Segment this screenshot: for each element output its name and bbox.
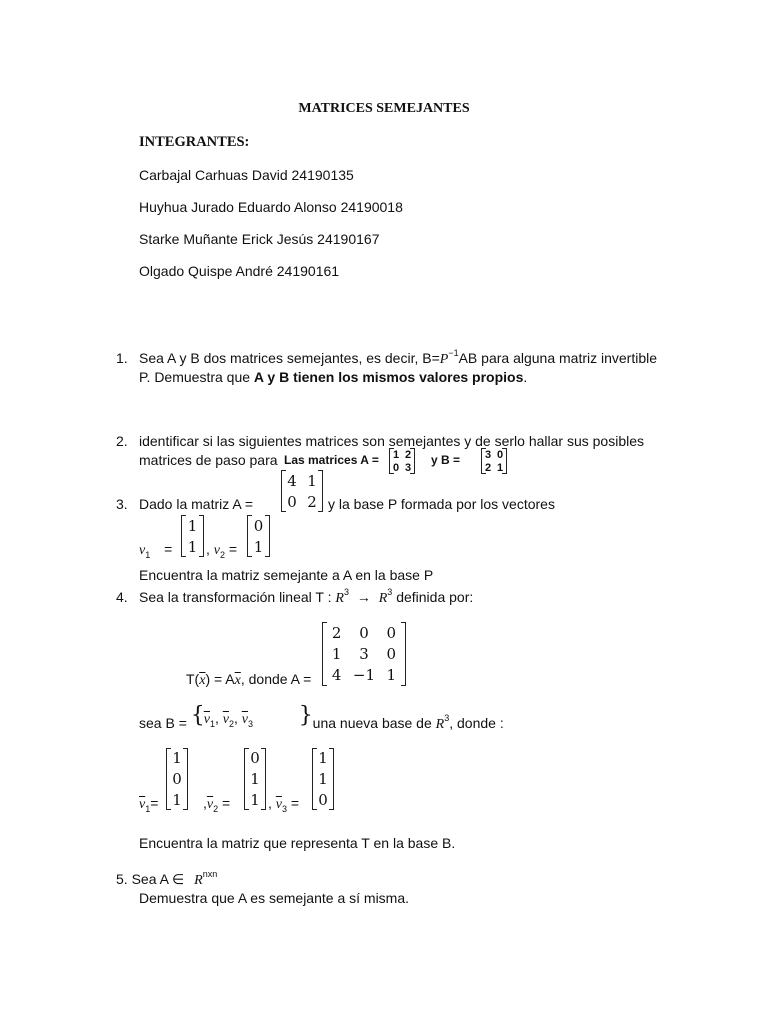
matrix-entry: 0 [392, 461, 400, 474]
q3-line3: Encuentra la matriz semejante a A en la base P [139, 567, 434, 583]
v2-subscript: 2 [220, 550, 226, 560]
r-symbol: R [435, 717, 445, 732]
q3-text-b: y la base P formada por los vectores [328, 496, 555, 512]
matrix-entry: 2 [404, 448, 412, 461]
q4-text-a: Sea la transformación lineal T : [139, 589, 332, 605]
vector-entry: 1 [187, 516, 198, 535]
vector-entry: 1 [187, 537, 198, 556]
q3-v2-label [206, 541, 237, 559]
q2-inline-image-label-b: y B = [431, 453, 461, 467]
equals-sign: = [228, 541, 238, 557]
vector-entry: 1 [172, 790, 182, 809]
q1-number: 1. [116, 350, 128, 366]
member-item: Starke Muñante Erick Jesús 24190167 [139, 231, 380, 247]
q4-text-b: definida por: [396, 589, 474, 605]
matrix-entry: 0 [386, 623, 397, 642]
nueva-base-text: una nueva base de [312, 715, 432, 731]
r-exponent: nxn [202, 869, 218, 879]
comma: , [203, 795, 207, 811]
r-symbol: R [378, 591, 388, 606]
q1-line2 [139, 369, 527, 385]
q4-line-end: Encuentra la matriz que representa T en la base B. [139, 835, 456, 851]
equals-sign: = [290, 795, 300, 811]
vector-entry: 1 [250, 790, 260, 809]
q1-bold-claim: A y B tienen los mismos valores propios [253, 369, 524, 385]
q5-line2: Demuestra que A es semejante a sí misma. [139, 890, 410, 906]
t-end: , donde A = [240, 671, 312, 687]
r-exponent: 3 [387, 587, 393, 597]
q4-transform-def [186, 671, 311, 689]
equals-sign: = [164, 541, 173, 557]
x-vector: $\overline{x}$ [199, 673, 206, 688]
matrix-entry: 2 [484, 461, 492, 474]
q2-number: 2. [116, 433, 128, 449]
arrow: → [356, 589, 371, 605]
q3-vector-v2 [247, 515, 270, 557]
q1-exp: −1 [448, 348, 459, 358]
t-mid: ) = A [205, 671, 235, 687]
basis-vectors: $\overline{v}_1$, $\overline{v}_2$, $\overline{v}_3$ [203, 710, 254, 729]
sea-b-text: sea B = [139, 715, 187, 731]
equals-sign: = [150, 795, 159, 811]
v-subscript: 1 [145, 804, 151, 814]
matrix-entry: 0 [287, 492, 297, 511]
r-exponent: 3 [343, 587, 349, 597]
q3-v1-label [139, 541, 172, 559]
q4-line1 [139, 589, 473, 607]
matrix-entry: 0 [496, 448, 504, 461]
donde-text: , donde : [449, 715, 504, 731]
v1-symbol: v [139, 543, 146, 558]
v-symbol: $\overline{v}$ [203, 712, 210, 727]
q3-text-a: Dado la matriz A = [139, 496, 254, 512]
members-heading: INTEGRANTES: [139, 134, 250, 150]
matrix-entry: 2 [331, 623, 342, 642]
vector-entry: 1 [250, 769, 260, 788]
page-title: MATRICES SEMEJANTES [298, 101, 470, 116]
matrix-entry: 0 [359, 623, 369, 642]
v-symbol: $\overline{v}$ [275, 797, 282, 812]
vector-entry: 0 [253, 516, 264, 535]
q5-text-a: 5. Sea A ∈ [116, 871, 185, 887]
r-exponent: 3 [444, 713, 450, 723]
matrix-entry: 4 [331, 666, 342, 685]
vector-entry: 0 [250, 749, 260, 768]
v-subscript: 3 [282, 804, 288, 814]
q4-v3-label [268, 795, 299, 813]
q1-text-a: Sea A y B dos matrices semejantes, es decir, B= [139, 350, 440, 366]
q4-v1-label [139, 795, 158, 813]
q1-period: . [523, 369, 528, 385]
q2-matrix-a [389, 448, 415, 474]
q4-vector-v1 [166, 748, 188, 810]
x-vector: $\overline{x}$ [234, 673, 241, 688]
comma: , [268, 795, 272, 811]
matrix-entry: 1 [331, 644, 342, 663]
vector-entry: 1 [318, 749, 328, 768]
matrix-entry: 3 [404, 461, 412, 474]
q5-line1 [116, 871, 217, 889]
matrix-entry: 4 [287, 471, 297, 490]
basis-set [190, 703, 313, 729]
v2-symbol: v [213, 543, 220, 558]
member-item: Huyhua Jurado Eduardo Alonso 24190018 [139, 199, 403, 215]
v-symbol: $\overline{v}$ [139, 797, 146, 812]
matrix-entry: −1 [352, 666, 376, 685]
q2-inline-image-label-a: Las matrices A = [284, 453, 379, 467]
vector-entry: 0 [318, 790, 328, 809]
q1-p: P [439, 352, 449, 367]
q1-text-b: AB para alguna matriz invertible [458, 350, 658, 366]
matrix-entry: 1 [386, 666, 397, 685]
member-item: Carbajal Carhuas David 24190135 [139, 167, 354, 183]
q4-matrix-a [322, 622, 406, 686]
v-symbol: $\overline{v}$ [222, 712, 229, 727]
q3-vector-v1 [181, 515, 204, 557]
v-symbol: $\overline{v}$ [241, 712, 249, 727]
q4-basis-def [139, 703, 504, 733]
matrix-entry: 3 [484, 448, 492, 461]
v-subscript: 2 [213, 804, 219, 814]
q4-number: 4. [116, 589, 128, 605]
vector-entry: 1 [318, 769, 328, 788]
comma: , [206, 541, 210, 557]
right-brace: } [298, 703, 313, 728]
q1-line2-text: P. Demuestra que [139, 369, 254, 385]
q3-number: 3. [116, 496, 128, 512]
q4-vector-v2 [244, 748, 266, 810]
r-symbol: R [194, 873, 203, 888]
matrix-entry: 1 [392, 448, 400, 461]
q4-v2-label [203, 795, 230, 813]
q2-matrix-b [481, 448, 507, 474]
vector-entry: 1 [172, 749, 182, 768]
matrix-entry: 3 [359, 644, 369, 663]
t-open: T( [186, 671, 200, 687]
matrix-entry: 1 [496, 461, 504, 474]
v-subscript: 2 [229, 719, 235, 729]
equals-sign: = [222, 795, 231, 811]
matrix-entry: 1 [307, 471, 317, 490]
q1-line1 [139, 350, 657, 368]
r-symbol: R [335, 591, 344, 606]
left-brace: { [190, 703, 205, 728]
q2-line2: matrices de paso para [139, 452, 278, 468]
matrix-entry: 0 [386, 644, 397, 663]
v-symbol: $\overline{v}$ [206, 797, 214, 812]
v-subscript: 1 [209, 719, 215, 729]
v1-subscript: 1 [145, 550, 151, 560]
q4-vector-v3 [312, 748, 334, 810]
vector-entry: 0 [172, 769, 182, 788]
member-item: Olgado Quispe André 24190161 [139, 263, 340, 279]
q2-line1: identificar si las siguientes matrices son semejantes y de serlo hallar sus posibles [139, 433, 645, 449]
matrix-entry: 2 [307, 492, 317, 511]
vector-entry: 1 [253, 537, 264, 556]
v-subscript: 3 [248, 719, 254, 729]
q3-matrix-a [281, 470, 323, 512]
